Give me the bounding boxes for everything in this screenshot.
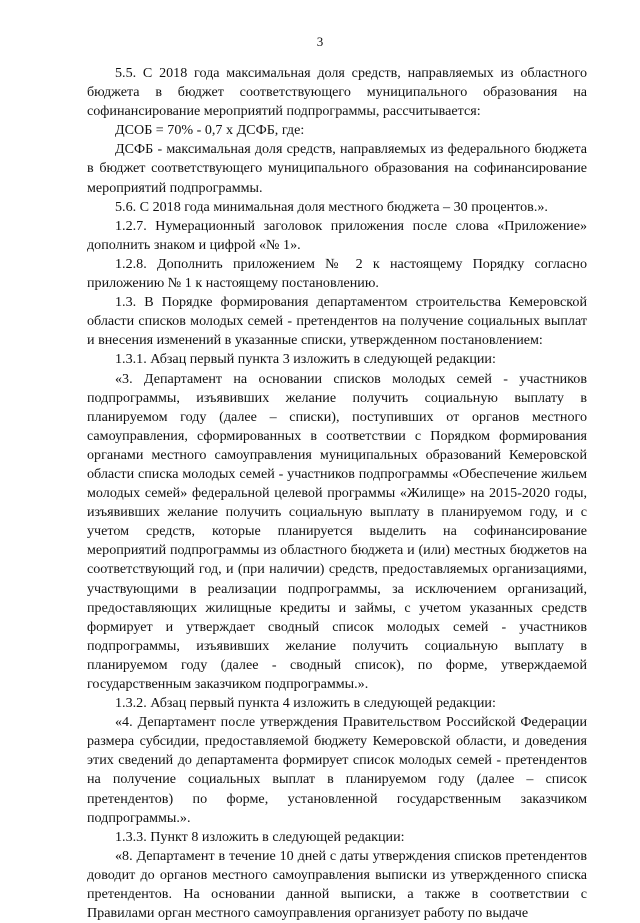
paragraph-1-3-1: 1.3.1. Абзац первый пункта 3 изложить в следующей редакции: <box>115 351 496 368</box>
formula-dsob: ДСОБ = 70% - 0,7 х ДСФБ, где: <box>115 122 305 139</box>
paragraph-1-2-8: 1.2.8. Дополнить приложением № 2 к настоящему Порядку согласно приложению № 1 к настоящему постановлению. <box>87 255 587 292</box>
paragraph-dsfb-definition: ДСФБ - максимальная доля средств, направляемых из федерального бюджета в бюджет соответствующего муниципального образования на софинансирование мероприятий подпрограммы. <box>87 141 587 196</box>
quoted-paragraph-8: «8. Департамент в течение 10 дней с даты утверждения списков претендентов доводит до органов местного самоуправления выписки из утвержденного списка претендентов. На основании данной выписки, а также в соответствии с Правилами орган местного самоуправления организует работу по выдаче <box>87 847 587 922</box>
page-number: 3 <box>316 34 324 49</box>
paragraph-1-3-3: 1.3.3. Пункт 8 изложить в следующей редакции: <box>115 828 405 845</box>
paragraph-1-3: 1.3. В Порядке формирования департаментом строительства Кемеровской области списков молодых семей - претендентов на получение социальных выплат и внесения изменений в указанные списки, утвержденном постановлением: <box>87 294 587 349</box>
paragraph-1-2-7: 1.2.7. Нумерационный заголовок приложения после слова «Приложение» дополнить знаком и цифрой «№ 1». <box>87 217 587 253</box>
paragraph-5-6: 5.6. С 2018 года минимальная доля местного бюджета – 30 процентов.». <box>115 198 548 215</box>
paragraph-5-5: 5.5. С 2018 года максимальная доля средств, направляемых из областного бюджета в бюджет соответствующего муниципального образования на софинансирование мероприятий подпрограммы, рассчитывается: <box>87 65 587 120</box>
paragraph-1-3-2: 1.3.2. Абзац первый пункта 4 изложить в следующей редакции: <box>115 695 496 712</box>
quoted-paragraph-3: «3. Департамент на основании списков молодых семей - участников подпрограммы, изъявивших желание получить социальную выплату в планируемом году (далее – списки), поступивших от органов местного самоуправления, сформированных в соответствии с Порядком формирования органами местного самоуправления муниципальных образований Кемеровской области списка молодых семей - участников подпрограммы «Обеспечение жильем молодых семей» федеральной целевой программы «Жилище» на 2015-2020 годы, изъявивших желание получить социальную выплату в планируемом году, и с учетом средств, которые планируется выделить на софинансирование мероприятий подпрограммы из областного бюджета и (или) местных бюджетов на соответствующий год, и (при наличии) средств, предоставляемых организациями, участвующими в реализации подпрограммы, за исключением организаций, предоставляющих жилищные кредиты и займы, с учетом указанных средств формирует и утверждает сводный список молодых семей - участников подпрограммы, изъявивших желание получить социальную выплату в планируемом году (далее - сводный список), по форме, утверждаемой государственным заказчиком подпрограммы.». <box>87 370 587 692</box>
document-body <box>87 64 587 923</box>
quoted-paragraph-4: «4. Департамент после утверждения Правительством Российской Федерации размера субсидии, предоставляемой бюджету Кемеровской области, и доведения этих сведений до департамента формирует список молодых семей - претендентов на получение социальных выплат в планируемом году (далее – список претендентов) по форме, установленной государственным заказчиком подпрограммы.». <box>87 714 587 826</box>
